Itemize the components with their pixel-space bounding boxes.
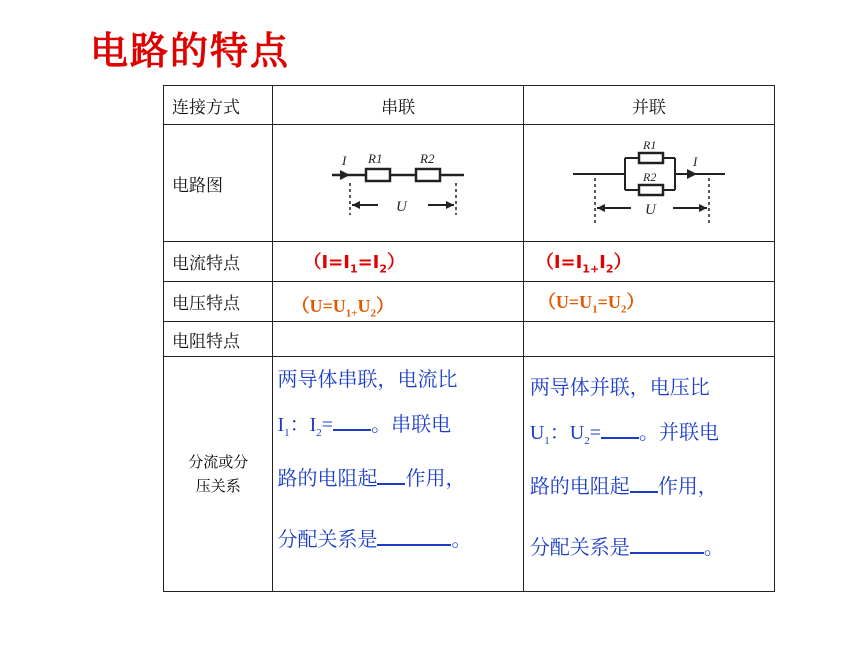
parallel-circuit-diagram	[569, 138, 729, 228]
parallel-diagram-cell	[523, 125, 774, 242]
parallel-current-label: I	[692, 154, 698, 169]
label-resistance: 电阻特点	[164, 322, 273, 357]
parallel-r1-label: R1	[642, 138, 657, 152]
label-circuit-diagram: 电路图	[164, 125, 273, 242]
series-voltage-label: U	[396, 199, 407, 215]
parallel-voltage-formula: $(U=U_1=U_2)$	[523, 282, 774, 322]
row-resistance	[164, 322, 775, 357]
page-title: 电路的特点	[90, 29, 291, 73]
row-current	[164, 242, 775, 282]
parallel-resistance-cell	[523, 322, 774, 357]
row-circuit-diagram	[164, 125, 775, 242]
label-voltage: 电压特点	[164, 282, 273, 322]
parallel-division-text: 两导体并联，电压比 $U_1$：$U_2=$ 。并联电 路的电阻起 作用， 分配关系是 。	[523, 357, 774, 592]
series-r2-label: R2	[420, 151, 435, 166]
header-parallel: 并联	[523, 86, 774, 125]
header-connection: 连接方式	[164, 86, 273, 125]
header-series: 串联	[273, 86, 523, 125]
series-diagram-cell	[273, 125, 523, 242]
parallel-r2-label: R2	[642, 170, 657, 184]
series-voltage-formula: $(U=U_{1+}U_2)$	[273, 282, 523, 322]
row-voltage	[164, 282, 775, 322]
series-resistance-cell	[273, 322, 523, 357]
row-division	[164, 357, 775, 592]
label-current: 电流特点	[164, 242, 273, 282]
series-current-formula: $(I=I_1=I_2)$	[273, 242, 523, 282]
series-current-label: I	[342, 153, 347, 168]
header-row	[164, 86, 775, 125]
series-r1-label: R1	[368, 151, 383, 166]
circuit-characteristics-table	[163, 85, 775, 592]
parallel-current-formula: $(I=I_{1+}I_2)$	[523, 242, 774, 282]
parallel-voltage-label: U	[644, 202, 656, 218]
series-division-text: 两导体串联，电流比 $I_1$：$I_2=$ 。串联电 路的电阻起 作用， 分配关系是 。	[273, 357, 523, 592]
series-circuit-diagram	[328, 143, 468, 223]
label-division: 分流或分 压关系	[164, 357, 273, 592]
